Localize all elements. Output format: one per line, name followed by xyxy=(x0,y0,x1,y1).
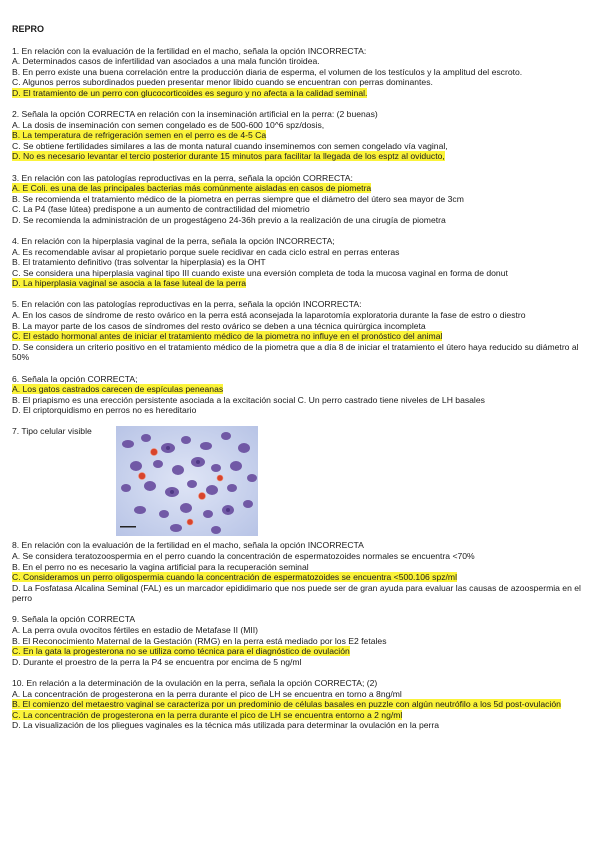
question-3-option-b: B. Se recomienda el tratamiento médico de la piometra en perras siempre que el diámetro del útero sea mayor de 3cm xyxy=(12,193,464,204)
question-4 xyxy=(12,236,586,289)
question-2-option-b-highlighted: B. La temperatura de refrigeración semen en el perro es de 4-5 Ca xyxy=(12,130,267,141)
question-1-option-a: A. Determinados casos de infertilidad van asociados a una mala función tiroidea. xyxy=(12,56,320,67)
question-1-option-d-highlighted: D. El tratamiento de un perro con glucocorticoides es seguro y no afecta a la calidad seminal. xyxy=(12,87,368,98)
question-7-text: 7. Tipo celular visible xyxy=(12,426,92,437)
question-4-text: 4. En relación con la hiperplasia vaginal de la perra, señala la opción INCORRECTA; xyxy=(12,236,335,246)
document-title: REPRO xyxy=(12,24,45,34)
question-3-option-a-highlighted: A. E Coli. es una de las principales bacterias más comúnmente aisladas en casos de piometra xyxy=(12,183,372,194)
question-10-option-d: D. La visualización de los pliegues vaginales es la técnica más utilizada para determinar la ovulación en la perra xyxy=(12,720,440,731)
question-2-text: 2. Señala la opción CORRECTA en relación con la inseminación artificial en la perra: (2 buenas) xyxy=(12,109,378,120)
question-4-option-d-highlighted: D. La hiperplasia vaginal se asocia a la fase luteal de la perra xyxy=(12,278,247,289)
question-6-option-a-highlighted: A. Los gatos castrados carecen de espículas peneanas xyxy=(12,384,224,395)
question-8 xyxy=(12,540,586,604)
question-8-option-b: B. En el perro no es necesario la vagina artificial para la recuperación seminal xyxy=(12,561,309,572)
question-3 xyxy=(12,173,586,226)
question-9-text: 9. Señala la opción CORRECTA xyxy=(12,614,136,625)
question-10-option-c-highlighted: C. La concentración de progesterona en la perra durante el pico de LH se encuentra entorno a 2 ng/ml xyxy=(12,709,403,720)
question-5-option-d: D. Se considera un criterio positivo en el tratamiento médico de la piometra que a día 8 de iniciar el tratamiento el útero haya reducido su diámetro al 50% xyxy=(12,341,579,363)
question-9-option-b: B. El Reconocimiento Maternal de la Gestación (RMG) en la perra está mediado por los E2 fetales xyxy=(12,635,387,646)
question-4-option-a: A. Es recomendable avisar al propietario porque suele recidivar en cada ciclo estral en perras enteras xyxy=(12,246,400,257)
question-7 xyxy=(12,426,586,536)
question-9 xyxy=(12,614,586,667)
question-3-text: 3. En relación con las patologías reproductivas en la perra, señala la opción CORRECTA: xyxy=(12,172,353,183)
question-1-option-c: C. Algunos perros subordinados pueden presentar menor libido cuando se encuentran con perras dominantes. xyxy=(12,77,433,88)
question-3-option-c: C. La P4 (fase lútea) predispone a un aumento de contractilidad del miometrio xyxy=(12,204,310,215)
question-2-option-c: C. Se obtiene fertilidades similares a las de monta natural cuando inseminemos con semen congelado vía vaginal, xyxy=(12,140,448,151)
question-2 xyxy=(12,109,586,162)
question-2-option-d-highlighted: D. No es necesario levantar el tercio posterior durante 15 minutos para facilitar la llegada de los esptz al oviducto, xyxy=(12,151,445,162)
question-4-option-b: B. El tratamiento definitivo (tras solventar la hiperplasia) es la OHT xyxy=(12,257,266,268)
question-10 xyxy=(12,678,586,731)
question-6-text: 6. Señala la opción CORRECTA; xyxy=(12,373,138,384)
question-5-option-a: A. En los casos de síndrome de resto ovárico en la perra está aconsejada la laparotomía exploratoria durante la fase de estro o diestro xyxy=(12,310,526,321)
question-5-text: 5. En relación con las patologías reproductivas en la perra, señala la opción INCORRECTA: xyxy=(12,299,362,310)
question-8-option-d: D. La Fosfatasa Alcalina Seminal (FAL) es un marcador epididimario que nos puede ser de gran ayuda para evaluar las causas de azoospermia en el perro xyxy=(12,582,581,604)
question-6-option-d: D. El criptorquidismo en perros no es hereditario xyxy=(12,405,197,416)
question-3-option-d: D. Se recomienda la administración de un progestágeno 24-36h previo a la realización de una cirugía de piometra xyxy=(12,214,446,225)
question-8-option-c-highlighted: C. Consideramos un perro oligospermia cuando la concentración de espermatozoides se encuentra <500.106 spz/ml xyxy=(12,572,457,583)
question-4-option-c: C. Se considera una hiperplasia vaginal tipo III cuando existe una eversión completa de toda la mucosa vaginal en forma de donut xyxy=(12,267,508,278)
question-9-option-a: A. La perra ovula ovocitos fértiles en estadio de Metafase II (MII) xyxy=(12,625,258,636)
question-8-option-a: A. Se considera teratozoospermia en el perro cuando la concentración de espermatozoides normales se encuentra <70% xyxy=(12,551,475,561)
question-2-option-a: A. La dosis de inseminación con semen congelado es de 500-600 10^6 spz/dosis, xyxy=(12,119,325,130)
question-1-text: 1. En relación con la evaluación de la fertilidad en el macho, señala la opción INCORRECTA: xyxy=(12,45,367,56)
cytology-micrograph-image xyxy=(116,426,258,536)
question-1 xyxy=(12,46,586,99)
question-5-option-b: B. La mayor parte de los casos de síndromes del resto ovárico se deben a una técnica quirúrgica incompleta xyxy=(12,320,426,331)
question-6 xyxy=(12,374,586,416)
question-8-text: 8. En relación con la evaluación de la fertilidad en el macho, señala la opción INCORRECTA xyxy=(12,540,364,551)
question-9-option-c-highlighted: C. En la gata la progesterona no se utiliza como técnica para el diagnóstico de ovulación xyxy=(12,646,350,657)
question-10-option-b-highlighted: B. El comienzo del metaestro vaginal se caracteriza por un predominio de células basales en puzzle con algún neutrófilo a los 5d post-ovulación xyxy=(12,699,561,710)
question-10-text: 10. En relación a la determinación de la ovulación en la perra, señala la opción CORRECTA; (2) xyxy=(12,677,378,688)
question-10-option-a: A. La concentración de progesterona en la perra durante el pico de LH se encuentra en torno a 8ng/ml xyxy=(12,688,402,699)
question-5 xyxy=(12,299,586,363)
question-5-option-c-highlighted: C. El estado hormonal antes de iniciar el tratamiento médico de la piometra no influye en el pronóstico del animal xyxy=(12,331,443,342)
question-6-option-b-c: B. El priapismo es una erección persistente asociada a la excitación social C. Un perro castrado tiene niveles de LH basales xyxy=(12,394,485,405)
question-9-option-d: D. Durante el proestro de la perra la P4 se encuentra por encima de 5 ng/ml xyxy=(12,656,302,667)
question-1-option-b: B. En perro existe una buena correlación entre la producción diaria de esperma, el volumen de los testículos y la amplitud del escroto. xyxy=(12,66,523,77)
